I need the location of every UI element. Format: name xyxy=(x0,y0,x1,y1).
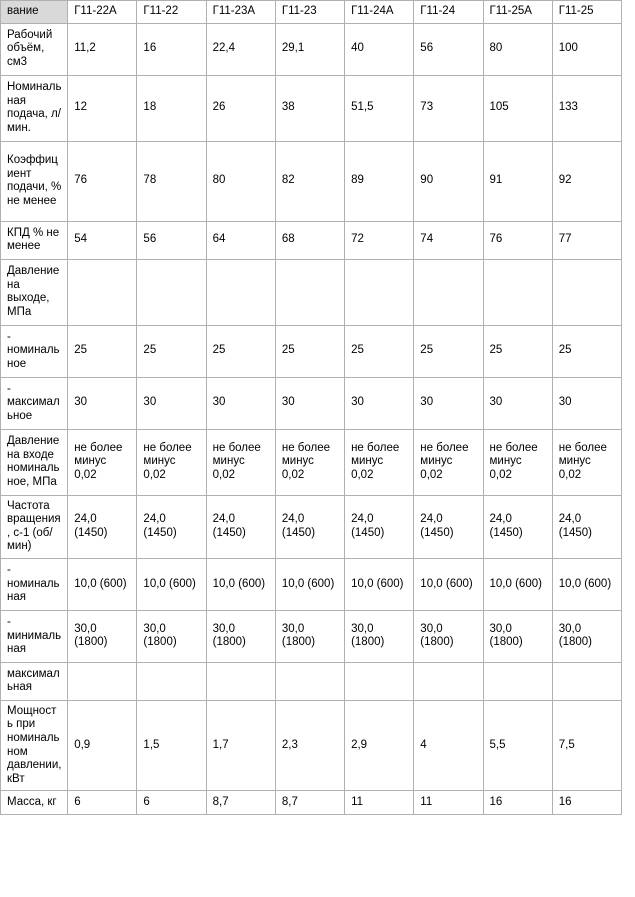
row-value: 91 xyxy=(483,141,552,221)
row-label: Номинальная подача, л/мин. xyxy=(1,75,68,141)
row-value: 24,0 (1450) xyxy=(483,495,552,558)
row-value: 1,7 xyxy=(206,700,275,790)
row-value: 30 xyxy=(483,377,552,429)
row-value: 40 xyxy=(345,23,414,75)
table-row xyxy=(1,610,622,662)
row-value: 30,0 (1800) xyxy=(552,610,621,662)
row-value xyxy=(483,662,552,700)
row-value: не более минус 0,02 xyxy=(206,429,275,495)
table-body xyxy=(1,23,622,815)
row-value: 30 xyxy=(552,377,621,429)
row-value: 10,0 (600) xyxy=(275,558,344,610)
row-label: Давление на входе номинальное, МПа xyxy=(1,429,68,495)
row-value: не более минус 0,02 xyxy=(68,429,137,495)
row-value: 30 xyxy=(206,377,275,429)
row-label: - минимальная xyxy=(1,610,68,662)
row-value: 5,5 xyxy=(483,700,552,790)
header-cell-model-1: Г11-22 xyxy=(137,1,206,24)
row-value xyxy=(345,662,414,700)
row-value: 74 xyxy=(414,221,483,259)
row-value: 8,7 xyxy=(206,791,275,815)
row-value xyxy=(206,662,275,700)
row-value: 80 xyxy=(483,23,552,75)
row-value: 10,0 (600) xyxy=(206,558,275,610)
row-value: 1,5 xyxy=(137,700,206,790)
row-value: 82 xyxy=(275,141,344,221)
row-value: 90 xyxy=(414,141,483,221)
row-value: 24,0 (1450) xyxy=(552,495,621,558)
row-value: 30 xyxy=(68,377,137,429)
row-label: Давление на выходе, МПа xyxy=(1,259,68,325)
table-row xyxy=(1,377,622,429)
row-value: 24,0 (1450) xyxy=(345,495,414,558)
header-cell-model-0: Г11-22А xyxy=(68,1,137,24)
table-row xyxy=(1,141,622,221)
row-label: Коэффициент подачи, % не менее xyxy=(1,141,68,221)
row-value xyxy=(414,259,483,325)
row-value: 4 xyxy=(414,700,483,790)
row-value: 89 xyxy=(345,141,414,221)
row-value: 12 xyxy=(68,75,137,141)
row-value: 10,0 (600) xyxy=(414,558,483,610)
row-value: 0,9 xyxy=(68,700,137,790)
row-value: 25 xyxy=(345,325,414,377)
row-value: 72 xyxy=(345,221,414,259)
row-value: 30,0 (1800) xyxy=(275,610,344,662)
row-value: не более минус 0,02 xyxy=(483,429,552,495)
header-cell-model-5: Г11-24 xyxy=(414,1,483,24)
row-value: 38 xyxy=(275,75,344,141)
table-header-row xyxy=(1,1,622,24)
row-value: 92 xyxy=(552,141,621,221)
row-value: 25 xyxy=(483,325,552,377)
table-row xyxy=(1,662,622,700)
row-value: 18 xyxy=(137,75,206,141)
row-value: 73 xyxy=(414,75,483,141)
table-head xyxy=(1,1,622,24)
row-value: 26 xyxy=(206,75,275,141)
row-value: 6 xyxy=(68,791,137,815)
row-value: 16 xyxy=(137,23,206,75)
row-value: 133 xyxy=(552,75,621,141)
row-value xyxy=(275,259,344,325)
table-row xyxy=(1,558,622,610)
row-label: Мощность при номинальном давлении, кВт xyxy=(1,700,68,790)
row-value: 25 xyxy=(68,325,137,377)
row-value xyxy=(345,259,414,325)
row-value: 30,0 (1800) xyxy=(345,610,414,662)
row-value: 11,2 xyxy=(68,23,137,75)
row-value: 16 xyxy=(552,791,621,815)
row-value: 30,0 (1800) xyxy=(68,610,137,662)
row-label: максимальная xyxy=(1,662,68,700)
row-value: 25 xyxy=(206,325,275,377)
row-value: 68 xyxy=(275,221,344,259)
row-value: 30,0 (1800) xyxy=(414,610,483,662)
row-value: 2,3 xyxy=(275,700,344,790)
row-label: Рабочий объём, см3 xyxy=(1,23,68,75)
row-value: 25 xyxy=(137,325,206,377)
row-value: 30,0 (1800) xyxy=(206,610,275,662)
row-value: 78 xyxy=(137,141,206,221)
row-value: 25 xyxy=(414,325,483,377)
row-label: Масса, кг xyxy=(1,791,68,815)
row-value xyxy=(552,259,621,325)
row-value xyxy=(414,662,483,700)
table-row xyxy=(1,221,622,259)
row-value: 6 xyxy=(137,791,206,815)
row-label: - максимальное xyxy=(1,377,68,429)
row-value: 2,9 xyxy=(345,700,414,790)
row-value: 24,0 (1450) xyxy=(206,495,275,558)
row-value: 76 xyxy=(483,221,552,259)
row-value xyxy=(275,662,344,700)
row-value: 30 xyxy=(345,377,414,429)
row-value: 11 xyxy=(345,791,414,815)
row-value: 10,0 (600) xyxy=(552,558,621,610)
header-cell-model-7: Г11-25 xyxy=(552,1,621,24)
row-value: 80 xyxy=(206,141,275,221)
row-value: 30 xyxy=(414,377,483,429)
row-value: 11 xyxy=(414,791,483,815)
row-value xyxy=(68,259,137,325)
table-row xyxy=(1,429,622,495)
table-row xyxy=(1,75,622,141)
table-row xyxy=(1,700,622,790)
row-value: 24,0 (1450) xyxy=(275,495,344,558)
row-value: 30 xyxy=(137,377,206,429)
header-cell-model-6: Г11-25А xyxy=(483,1,552,24)
table-row xyxy=(1,791,622,815)
row-value xyxy=(206,259,275,325)
row-value: 10,0 (600) xyxy=(345,558,414,610)
table-row xyxy=(1,495,622,558)
row-value: 30 xyxy=(275,377,344,429)
row-value: 24,0 (1450) xyxy=(137,495,206,558)
row-value: 22,4 xyxy=(206,23,275,75)
row-value xyxy=(552,662,621,700)
row-value: 10,0 (600) xyxy=(137,558,206,610)
row-value: 77 xyxy=(552,221,621,259)
header-cell-label: вание xyxy=(1,1,68,24)
row-value: 64 xyxy=(206,221,275,259)
row-value: 105 xyxy=(483,75,552,141)
header-cell-model-4: Г11-24А xyxy=(345,1,414,24)
header-cell-model-3: Г11-23 xyxy=(275,1,344,24)
row-label: - номинальное xyxy=(1,325,68,377)
row-value: 76 xyxy=(68,141,137,221)
row-value: 30,0 (1800) xyxy=(483,610,552,662)
row-value: 51,5 xyxy=(345,75,414,141)
row-value: 25 xyxy=(552,325,621,377)
row-value: 29,1 xyxy=(275,23,344,75)
row-value: 24,0 (1450) xyxy=(68,495,137,558)
row-value xyxy=(137,662,206,700)
row-value: не более минус 0,02 xyxy=(552,429,621,495)
row-value: 16 xyxy=(483,791,552,815)
row-value: 56 xyxy=(414,23,483,75)
row-value xyxy=(483,259,552,325)
row-value: не более минус 0,02 xyxy=(414,429,483,495)
row-value: не более минус 0,02 xyxy=(275,429,344,495)
header-cell-model-2: Г11-23А xyxy=(206,1,275,24)
row-value: 10,0 (600) xyxy=(68,558,137,610)
row-value: 56 xyxy=(137,221,206,259)
table-row xyxy=(1,259,622,325)
row-value: 24,0 (1450) xyxy=(414,495,483,558)
row-value: 100 xyxy=(552,23,621,75)
row-value xyxy=(137,259,206,325)
row-value: 7,5 xyxy=(552,700,621,790)
row-value: 54 xyxy=(68,221,137,259)
row-value: не более минус 0,02 xyxy=(345,429,414,495)
table-row xyxy=(1,23,622,75)
row-value: 30,0 (1800) xyxy=(137,610,206,662)
row-value: 8,7 xyxy=(275,791,344,815)
row-label: КПД % не менее xyxy=(1,221,68,259)
row-label: - номинальная xyxy=(1,558,68,610)
table-row xyxy=(1,325,622,377)
row-value: 10,0 (600) xyxy=(483,558,552,610)
row-label: Частота вращения, с-1 (об/мин) xyxy=(1,495,68,558)
row-value: не более минус 0,02 xyxy=(137,429,206,495)
row-value: 25 xyxy=(275,325,344,377)
row-value xyxy=(68,662,137,700)
